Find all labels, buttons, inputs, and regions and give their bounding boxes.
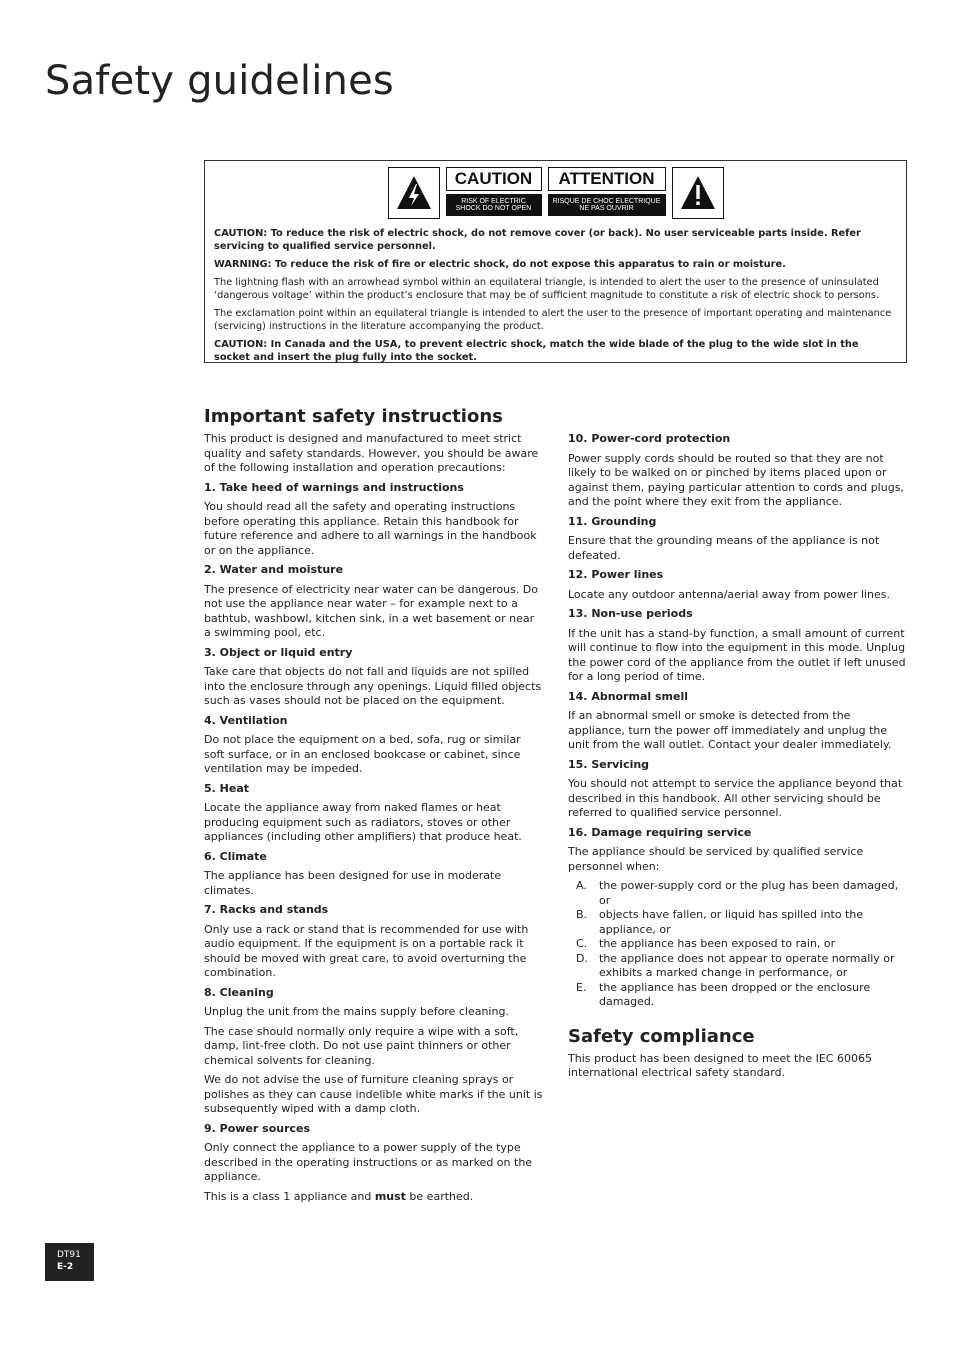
item-title: 3. Object or liquid entry <box>204 645 353 659</box>
compliance-text: This product has been designed to meet the IEC 60065 international electrical safety standard. <box>568 1051 872 1079</box>
page-number: E-2 <box>57 1262 74 1272</box>
list-item <box>568 981 908 1010</box>
list-item <box>568 937 908 952</box>
item-title: 11. Grounding <box>568 514 657 528</box>
caution-subtext: RISK OF ELECTRIC SHOCK DO NOT OPEN <box>446 194 542 216</box>
item-text: Only connect the appliance to a power supply of the type described in the operating instructions or as marked on the appliance. <box>204 1141 533 1183</box>
page-title: Safety guidelines <box>45 58 394 104</box>
item-text: The appliance has been designed for use in moderate climates. <box>204 869 502 897</box>
left-column <box>204 406 544 1209</box>
item-title: 8. Cleaning <box>204 985 274 999</box>
item-text: You should read all the safety and operating instructions before operating this appliance. Retain this handbook for future reference and adhere to all warnings in the handbook or on the appliance. <box>204 500 537 557</box>
attention-label <box>548 167 666 219</box>
item-text: If the unit has a stand-by function, a small amount of current will continue to flow into the equipment in this mode. Unplug the power cord of the appliance from the outlet if left unused for a long period of time. <box>568 626 906 683</box>
item-text: Unplug the unit from the mains supply before cleaning. <box>204 1005 509 1018</box>
item-text: The appliance should be serviced by qualified service personnel when: <box>568 845 864 873</box>
item-title: 12. Power lines <box>568 568 664 581</box>
list-text: the appliance has been exposed to rain, or <box>599 937 836 950</box>
list-item <box>568 908 908 937</box>
item-text: Do not place the equipment on a bed, sofa, rug or similar soft surface, or in an enclosed bookcase or cabinet, since ventilation may be impeded. <box>204 733 521 775</box>
attention-subtext: RISQUE DE CHOC ELECTRIQUE NE PAS OUVRIR <box>548 194 666 216</box>
lightning-triangle-icon <box>388 167 440 219</box>
damage-list <box>568 879 908 1010</box>
item-title: 4. Ventilation <box>204 713 288 727</box>
item-text: Power supply cords should be routed so that they are not likely to be walked on or pinched by items placed upon or against them, paying particular attention to cords and plugs, and the point where they exit from the appliance. <box>568 451 904 508</box>
warning-box <box>204 160 907 363</box>
list-text: objects have fallen, or liquid has spilled into the appliance, or <box>599 908 864 936</box>
list-text: the appliance has been dropped or the enclosure damaged. <box>599 980 871 1008</box>
item-title: 10. Power-cord protection <box>568 432 731 445</box>
page-footer-badge <box>45 1243 94 1281</box>
caution-cover-text: CAUTION: To reduce the risk of electric shock, do not remove cover (or back). No user serviceable parts inside. Refer servicing to qualified service personnel. <box>214 228 861 252</box>
intro-text: This product is designed and manufactured to meet strict quality and safety standards. However, you should be aware of the following installation and operation precautions: <box>204 432 539 474</box>
right-column <box>568 432 908 1086</box>
exclamation-explanation: The exclamation point within an equilateral triangle is intended to alert the user to the presence of important operating and maintenance (servicing) instructions in the literature accompanying the product. <box>214 308 892 332</box>
list-letter: A. <box>576 879 587 892</box>
exclamation-triangle-icon <box>672 167 724 219</box>
item-title: 1. Take heed of warnings and instructions <box>204 480 464 494</box>
item-title: 5. Heat <box>204 781 250 795</box>
item-title: 15. Servicing <box>568 757 650 771</box>
list-item <box>568 952 908 981</box>
item-text: You should not attempt to service the appliance beyond that described in this handbook. All other servicing should be referred to qualified service personnel. <box>568 777 903 819</box>
item-title: 2. Water and moisture <box>204 563 344 576</box>
item-title: 9. Power sources <box>204 1121 311 1135</box>
item-text: Take care that objects do not fall and liquids are not spilled into the enclosure through any openings. Liquid filled objects such as vases should not be placed on the equipment. <box>204 665 542 707</box>
list-letter: E. <box>576 980 587 994</box>
item-text: If an abnormal smell or smoke is detected from the appliance, turn the power off immediately and unplug the unit from the wall outlet. Contact your dealer immediately. <box>568 709 892 751</box>
list-letter: C. <box>576 937 588 950</box>
list-item <box>568 879 908 908</box>
item-title: 7. Racks and stands <box>204 903 329 916</box>
warning-moisture-text: WARNING: To reduce the risk of fire or electric shock, do not expose this apparatus to rain or moisture. <box>214 259 786 270</box>
caution-plug-text: CAUTION: In Canada and the USA, to prevent electric shock, match the wide blade of the plug to the wide slot in the socket and insert the plug fully into the socket. <box>214 339 859 363</box>
caution-word: CAUTION <box>446 167 542 191</box>
item-title: 16. Damage requiring service <box>568 825 752 839</box>
item-text: We do not advise the use of furniture cleaning sprays or polishes as they can cause indelible white marks if the unit is subsequently wiped with a damp cloth. <box>204 1073 543 1115</box>
section-title-instructions: Important safety instructions <box>204 406 503 427</box>
earthed-text-a: This is a class 1 appliance and <box>204 1189 375 1203</box>
item-text: The presence of electricity near water can be dangerous. Do not use the appliance near water – for example next to a bathtub, washbowl, kitchen sink, in a wet basement or near a swimming pool, etc. <box>204 582 539 639</box>
item-title: 6. Climate <box>204 849 267 863</box>
item-text: Locate the appliance away from naked flames or heat producing equipment such as radiators, stoves or other appliances (including other amplifiers) that produce heat. <box>204 801 522 843</box>
item-text <box>204 1190 544 1205</box>
item-text: The case should normally only require a wipe with a soft, damp, lint-free cloth. Do not use paint thinners or other chemical solvents for cleaning. <box>204 1024 519 1067</box>
model-name: DT91 <box>57 1250 81 1260</box>
item-title: 14. Abnormal smell <box>568 689 689 703</box>
item-text: Locate any outdoor antenna/aerial away from power lines. <box>568 587 890 601</box>
item-text: Only use a rack or stand that is recommended for use with audio equipment. If the equipment is on a portable rack it should be moved with great care, to avoid overturning the combination. <box>204 922 529 979</box>
list-letter: B. <box>576 908 588 921</box>
lightning-explanation: The lightning flash with an arrowhead symbol within an equilateral triangle, is intended to alert the user to the presence of uninsulated ‘dangerous voltage’ within the product’s enclosure that may be of sufficient magnitude to constitute a risk of electric shock to persons. <box>214 277 880 301</box>
section-title-compliance: Safety compliance <box>568 1025 755 1047</box>
caution-label <box>446 167 542 219</box>
earthed-text-c: be earthed. <box>405 1189 474 1203</box>
warning-symbols <box>214 167 897 219</box>
list-letter: D. <box>576 951 588 965</box>
earthed-text-must: must <box>374 1189 406 1203</box>
list-text: the appliance does not appear to operate normally or exhibits a marked change in performance, or <box>599 951 895 979</box>
item-text: Ensure that the grounding means of the appliance is not defeated. <box>568 534 880 562</box>
attention-word: ATTENTION <box>548 167 666 191</box>
list-text: the power-supply cord or the plug has been damaged, or <box>599 879 899 907</box>
item-title: 13. Non-use periods <box>568 607 693 620</box>
